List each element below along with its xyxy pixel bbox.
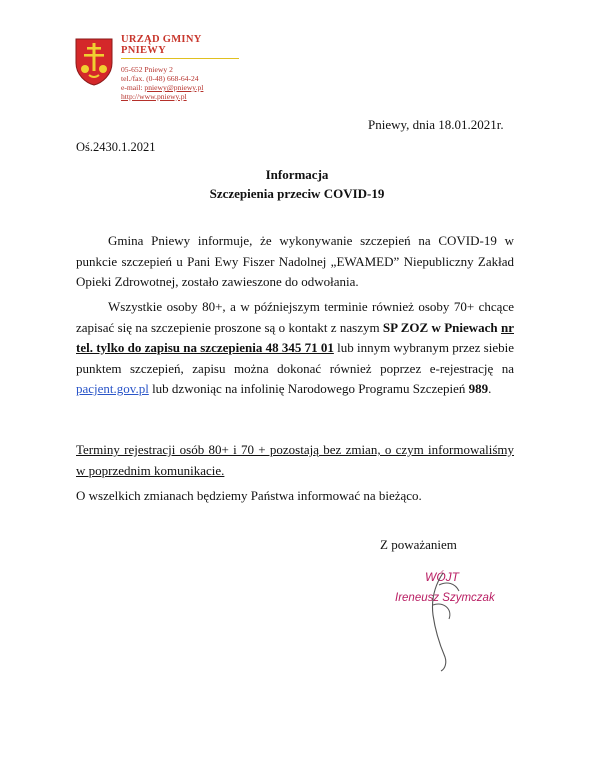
- paragraph-terms: Terminy rejestracji osób 80+ i 70 + pozostają bez zmian, o czym informowaliśmy w poprzednim komunikacie.: [76, 442, 514, 478]
- pacjent-gov-link[interactable]: pacjent.gov.pl: [76, 381, 149, 397]
- email-label: e-mail:: [121, 83, 145, 92]
- office-address: 05-652 Pniewy 2: [121, 65, 173, 74]
- sp-zoz-name: SP ZOZ w Pniewach: [382, 319, 498, 335]
- office-phone: tel./fax. (0-48) 668-64-24: [121, 74, 199, 83]
- document-title: Informacja: [265, 167, 329, 182]
- document-subtitle: Szczepienia przeciw COVID-19: [209, 186, 385, 201]
- date-line: Pniewy, dnia 18.01.2021r.: [368, 117, 504, 132]
- closing-salutation: Z poważaniem: [380, 537, 457, 552]
- paragraph-updates: O wszelkich zmianach będziemy Państwa informować na bieżąco.: [76, 488, 422, 503]
- office-name: URZĄD GMINY PNIEWY: [121, 34, 239, 59]
- website-link[interactable]: http://www.pniewy.pl: [121, 92, 187, 101]
- paragraph-registration: Wszystkie osoby 80+, a w późniejszym terminie również osoby 70+ chcące zapisać się na szczepienie proszone są o kontakt z naszym SP ZOZ w Pniewach nr tel. tylko do zapisu na szczepienia 48 345 71 01 lub innym wybranym przez siebie punktem szczepień, zapisu można dokonać również poprzez e-rejestrację na pacjent.gov.pl lub dzwoniąc na infolinię Narodowego Programu Szczepień 989.: [76, 299, 514, 397]
- signature-title: WÓJT: [425, 570, 459, 584]
- hotline-number: 989: [468, 381, 489, 397]
- email-link[interactable]: pniewy@pniewy.pl: [144, 83, 204, 92]
- signature-name: Ireneusz Szymczak: [395, 592, 495, 604]
- paragraph-suspension: Gmina Pniewy informuje, że wykonywanie szczepień na COVID-19 w punkcie szczepień u Pani Ewy Fiszer Nadolnej „EWAMED” Niepubliczny Zakład Opieki Zdrowotnej, zostało zawieszone do odwołania.: [76, 233, 514, 290]
- office-email-line: [121, 83, 321, 92]
- coat-of-arms-icon: [74, 37, 114, 87]
- letterhead: [121, 34, 321, 101]
- handwritten-signature-icon: [395, 565, 525, 675]
- registration-phone: nr tel. tylko do zapisu na szczepienia 48 345 71 01: [76, 319, 514, 356]
- reference-number: Oś.2430.1.2021: [76, 140, 156, 154]
